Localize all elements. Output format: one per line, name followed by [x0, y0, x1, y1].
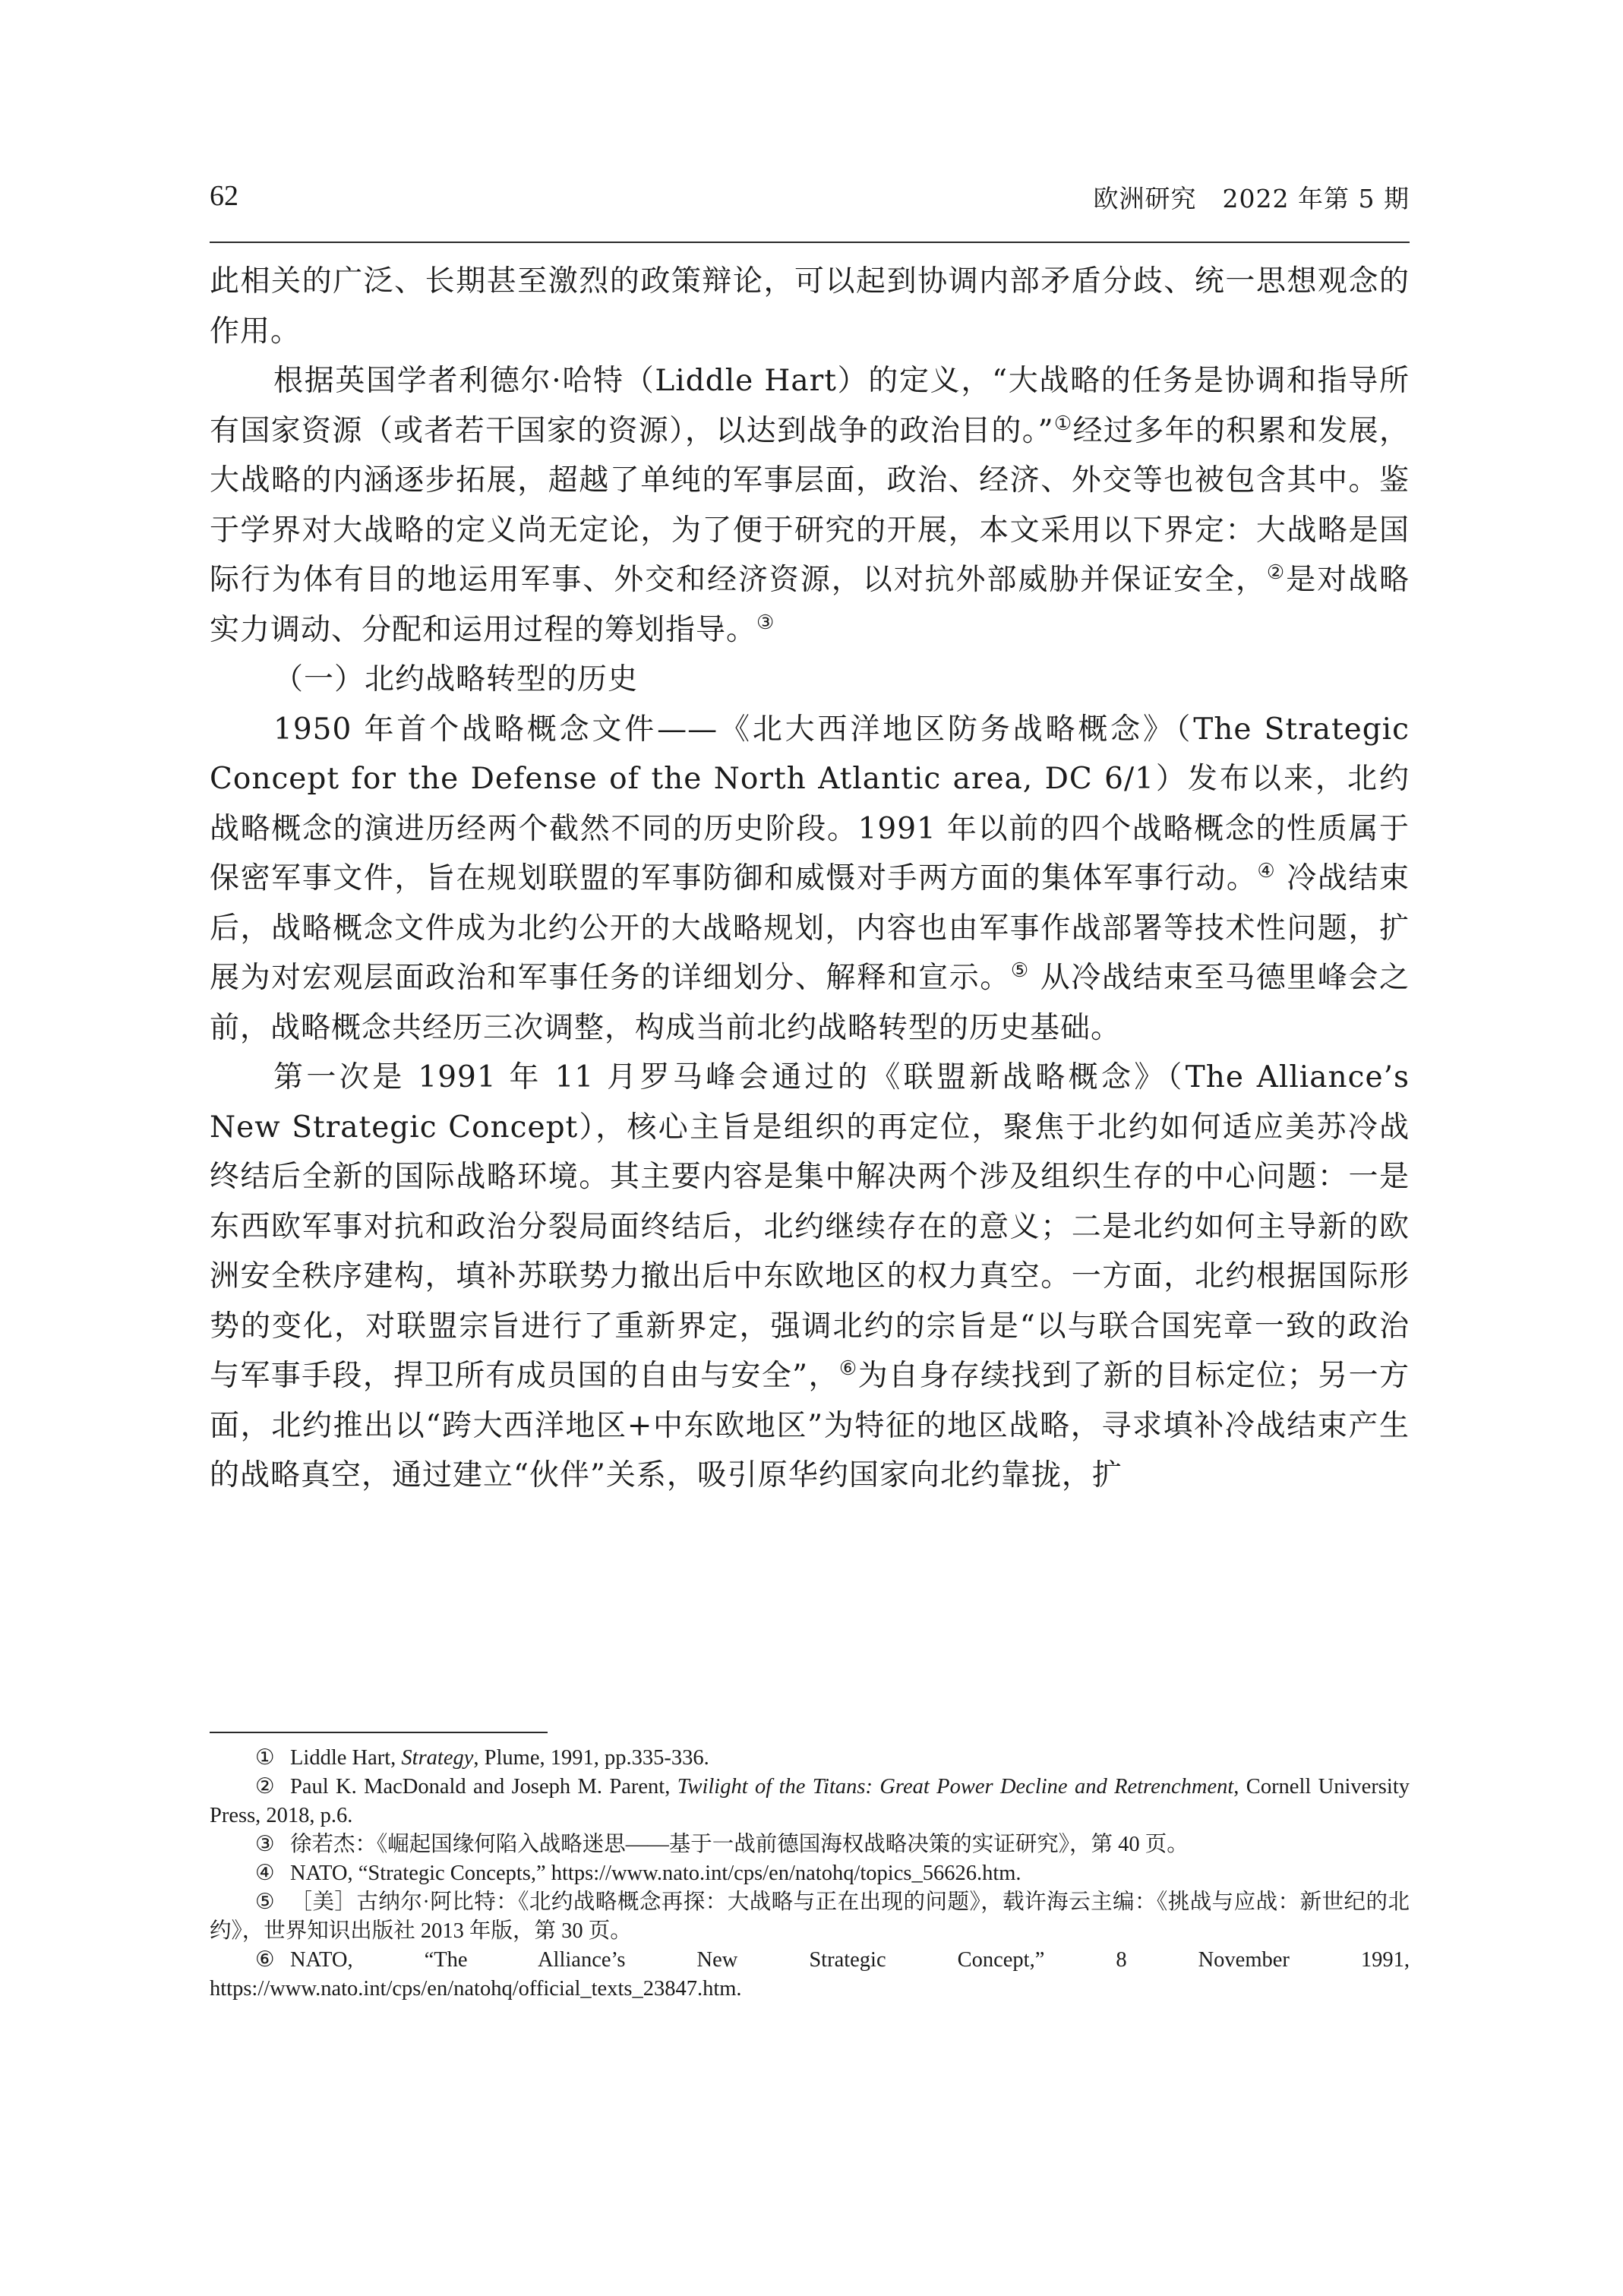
paragraph-text: 从冷战结束至马德里峰会之前，战略概念共经历三次调整，构成当前北约战略转型的历史基础。 — [210, 961, 1410, 1045]
footnote-2 — [210, 1773, 1410, 1830]
paragraph-text: 冷战结束后，战略概念文件成为北约公开的大战略规划，内容也由军事作战部署等技术性问题，扩展为对宏观层面政治和军事任务的详细划分、解释和宣示。 — [210, 861, 1410, 995]
footnote-1 — [210, 1744, 1410, 1773]
footnote-text: , Plume, 1991, pp.335-336. — [473, 1746, 709, 1770]
footnote-text: NATO, “Strategic Concepts,” https://www.nato.int/cps/en/natohq/topics_56626.htm. — [290, 1862, 1021, 1885]
page-header — [210, 173, 1410, 243]
footnote-ref-3[interactable]: ③ — [756, 611, 775, 634]
footnote-ref-1[interactable]: ① — [1053, 412, 1073, 435]
paragraph-continued — [210, 257, 1410, 356]
footnotes — [210, 1744, 1410, 2004]
body-text — [210, 257, 1410, 1501]
footnote-text: Paul K. MacDonald and Joseph M. Parent, — [290, 1775, 677, 1799]
paragraph-history — [210, 705, 1410, 1053]
section-heading: （一）北约战略转型的历史 — [273, 662, 639, 696]
footnote-title: Twilight of the Titans: Great Power Decline and Retrenchment — [677, 1775, 1234, 1799]
footnote-title: Strategy — [401, 1746, 474, 1770]
paragraph-text: 经过多年的积累和发展，大战略的内涵逐步拓展，超越了单纯的军事层面，政治、经济、外交等也被包含其中。鉴于学界对大战略的定义尚无定论，为了便于研究的开展，本文采用以下界定：大战略是国际行为体有目的地运用军事、外交和经济资源，以对抗外部威胁并保证安全， — [210, 413, 1410, 597]
footnote-text: NATO, “The Alliance’s New Strategic Concept,” 8 November 1991, https://www.nato.int/cps/en/natohq/official_texts_23847.htm. — [210, 1948, 1410, 2001]
paragraph-text: 为自身存续找到了新的目标定位；另一方面，北约推出以“跨大西洋地区+中东欧地区”为特征的地区战略，寻求填补冷战结束产生的战略真空，通过建立“伙伴”关系，吸引原华约国家向北约靠拢，扩 — [210, 1359, 1410, 1492]
footnote-ref-5[interactable]: ⑤ — [1010, 959, 1030, 982]
footnote-5 — [210, 1888, 1410, 1946]
footnote-ref-4[interactable]: ④ — [1257, 860, 1277, 883]
paragraph-text: 根据英国学者利德尔·哈特（Liddle Hart）的定义，“大战略的任务是协调和指导所有国家资源（或者若干国家的资源），以达到战争的政治目的。” — [210, 364, 1410, 448]
footnote-4 — [210, 1859, 1410, 1888]
footnote-ref-2[interactable]: ② — [1266, 561, 1287, 584]
footnote-6 — [210, 1946, 1410, 2004]
paragraph-text: 1950 年首个战略概念文件——《北大西洋地区防务战略概念》（The Strategic Concept for the Defense of the North Atlantic area, DC 6/1）发布以来，北约战略概念的演进历经两个截然不同的历史阶段。1991 年以前的四个战略概念的性质属于保密军事文件，旨在规划联盟的军事防御和威慑对手两方面的集体军事行动。 — [210, 712, 1410, 895]
paragraph-first-adjustment — [210, 1053, 1410, 1501]
footnote-divider — [210, 1732, 548, 1733]
footnote-number: ⑥ — [255, 1948, 275, 1972]
running-head: 欧洲研究 2022 年第 5 期 — [1093, 184, 1410, 213]
footnote-3 — [210, 1830, 1410, 1859]
footnote-number: ③ — [255, 1833, 275, 1856]
paragraph-grand-strategy-definition — [210, 356, 1410, 655]
footnote-text: 徐若杰：《崛起国缘何陷入战略迷思——基于一战前德国海权战略决策的实证研究》，第 40 页。 — [290, 1833, 1189, 1856]
footnote-number: ② — [255, 1775, 275, 1799]
footnote-number: ⑤ — [255, 1890, 275, 1914]
paragraph-text: 第一次是 1991 年 11 月罗马峰会通过的《联盟新战略概念》（The Alliance’s New Strategic Concept），核心主旨是组织的再定位，聚焦于北约如何适应美苏冷战终结后全新的国际战略环境。其主要内容是集中解决两个涉及组织生存的中心问题：一是东西欧军事对抗和政治分裂局面终结后，北约继续存在的意义；二是北约如何主导新的欧洲安全秩序建构，填补苏联势力撤出后中东欧地区的权力真空。一方面，北约根据国际形势的变化，对联盟宗旨进行了重新界定，强调北约的宗旨是“以与联合国宪章一致的政治与军事手段，捍卫所有成员国的自由与安全”， — [210, 1060, 1410, 1393]
footnote-text: ［美］古纳尔·阿比特：《北约战略概念再探：大战略与正在出现的问题》，载许海云主编：《挑战与应战：新世纪的北约》，世界知识出版社 2013 年版，第 30 页。 — [210, 1890, 1410, 1943]
footnote-text: , Cornell University Press, 2018, p.6. — [210, 1775, 1410, 1827]
footnote-text: Liddle Hart, — [290, 1746, 402, 1770]
page-number: 62 — [210, 180, 238, 212]
footnote-number: ④ — [255, 1862, 275, 1885]
footnote-ref-6[interactable]: ⑥ — [838, 1357, 858, 1380]
paragraph-text: 此相关的广泛、长期甚至激烈的政策辩论，可以起到协调内部矛盾分歧、统一思想观念的作用。 — [210, 264, 1410, 349]
footnote-number: ① — [255, 1746, 275, 1770]
paragraph-text: 是对战略实力调动、分配和运用过程的筹划指导。 — [210, 563, 1410, 647]
